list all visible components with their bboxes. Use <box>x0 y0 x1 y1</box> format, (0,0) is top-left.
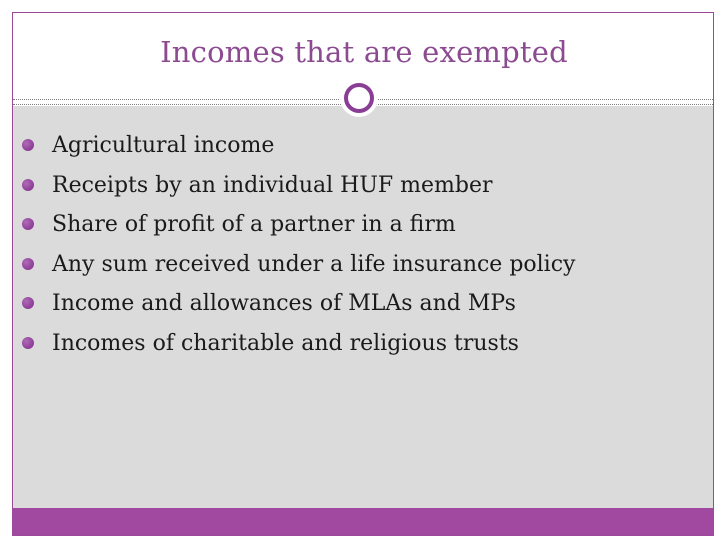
bullet-text: Agricultural income <box>52 133 275 158</box>
bullet-item <box>22 167 575 207</box>
bullet-dot-icon <box>22 337 34 349</box>
bullet-item <box>22 325 575 365</box>
bullet-text: Any sum received under a life insurance policy <box>52 251 576 277</box>
bullet-list <box>22 127 575 365</box>
bullet-item <box>22 127 575 167</box>
circle-ring-icon <box>344 83 374 113</box>
bullet-text: Receipts by an individual HUF member <box>52 172 493 198</box>
bullet-item <box>22 285 575 325</box>
bullet-text: Income and allowances of MLAs and MPs <box>52 291 516 317</box>
bullet-item <box>22 246 575 286</box>
bullet-dot-icon <box>22 258 34 270</box>
slide-title: Incomes that are exempted <box>160 35 568 69</box>
bullet-dot-icon <box>22 179 34 191</box>
bullet-dot-icon <box>22 139 34 151</box>
bullet-dot-icon <box>22 218 34 230</box>
bullet-dot-icon <box>22 297 34 309</box>
bullet-item <box>22 206 575 246</box>
footer-bar <box>13 508 713 535</box>
bullet-text: Share of profit of a partner in a firm <box>52 212 456 238</box>
bullet-text: Incomes of charitable and religious trusts <box>52 330 519 356</box>
